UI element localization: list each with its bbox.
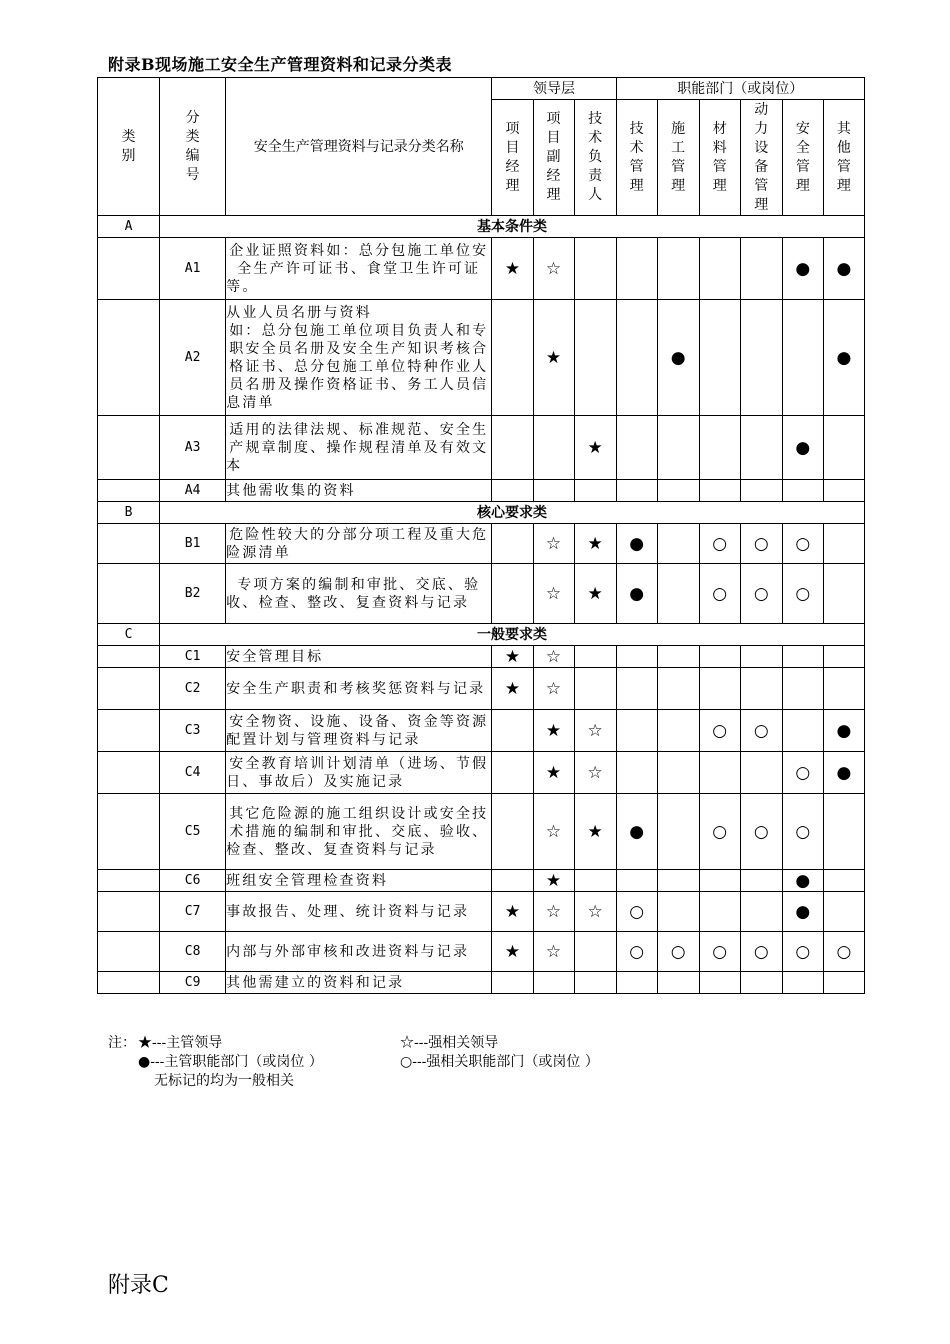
- header-role-5: [657, 100, 699, 216]
- item-name: 从业人员名册与资料 如：总分包施工单位项目负责人和专职安全员名册及安全生产知识考核合格证书、总分包施工单位特种作业人员名册及操作资格证书、务工人员信息清单: [226, 300, 492, 416]
- item-code: C6: [160, 870, 226, 892]
- header-role-1: [492, 100, 533, 216]
- item-code: C4: [160, 752, 226, 794]
- header-code: [160, 78, 226, 216]
- header-kind-text: 类别: [121, 128, 136, 164]
- category-name: 一般要求类: [160, 624, 865, 646]
- mark-cell: [574, 668, 616, 710]
- note-primary-dept: [138, 1053, 323, 1072]
- filled-star-icon: ★: [492, 668, 533, 710]
- kind-cell: [98, 524, 160, 564]
- mark-cell: [699, 870, 740, 892]
- header-role-7: [740, 100, 782, 216]
- mark-cell: [657, 668, 699, 710]
- hollow-circle-icon: ○: [782, 524, 823, 564]
- kind-cell: [98, 300, 160, 416]
- note-text-related-leader: ---强相关领导: [414, 1035, 499, 1051]
- item-name: 内部与外部审核和改进资料与记录: [226, 932, 492, 972]
- item-name: 其他需建立的资料和记录: [226, 972, 492, 994]
- hollow-star-icon: ☆: [533, 238, 574, 300]
- hollow-circle-icon: ○: [782, 932, 823, 972]
- table-row: [98, 710, 865, 752]
- kind-cell: [98, 238, 160, 300]
- filled-star-icon: ★: [574, 564, 616, 624]
- mark-cell: [740, 870, 782, 892]
- hollow-circle-icon: ○: [740, 932, 782, 972]
- item-code: C2: [160, 668, 226, 710]
- hollow-star-icon: ☆: [574, 892, 616, 932]
- item-code: C7: [160, 892, 226, 932]
- mark-cell: [492, 300, 533, 416]
- note-primary-leader: [138, 1034, 222, 1053]
- mark-cell: [740, 646, 782, 668]
- kind-cell: [98, 972, 160, 994]
- mark-cell: [657, 892, 699, 932]
- mark-cell: [533, 972, 574, 994]
- hollow-circle-icon: ○: [782, 752, 823, 794]
- table-row: [98, 668, 865, 710]
- category-name: 核心要求类: [160, 502, 865, 524]
- kind-cell: [98, 564, 160, 624]
- hollow-circle-icon: ○: [699, 710, 740, 752]
- mark-cell: [740, 752, 782, 794]
- mark-cell: [533, 416, 574, 480]
- mark-cell: [699, 752, 740, 794]
- mark-cell: [616, 416, 657, 480]
- filled-circle-icon: ●: [782, 892, 823, 932]
- table-row: [98, 972, 865, 994]
- note-symbol-hollow-star: ☆: [400, 1035, 414, 1051]
- filled-star-icon: ★: [492, 892, 533, 932]
- mark-cell: [533, 480, 574, 502]
- mark-cell: [657, 794, 699, 870]
- item-code: B2: [160, 564, 226, 624]
- item-name: 事故报告、处理、统计资料与记录: [226, 892, 492, 932]
- hollow-star-icon: ☆: [533, 932, 574, 972]
- mark-cell: [823, 794, 864, 870]
- mark-cell: [492, 972, 533, 994]
- hollow-circle-icon: ○: [616, 892, 657, 932]
- item-name: 危险性较大的分部分项工程及重大危险源清单: [226, 524, 492, 564]
- note-text-related-dept: ---强相关职能部门（或岗位 ）: [412, 1054, 599, 1070]
- filled-star-icon: ★: [574, 794, 616, 870]
- item-code: A1: [160, 238, 226, 300]
- kind-cell: [98, 892, 160, 932]
- item-name: 专项方案的编制和审批、交底、验收、检查、整改、复查资料与记录: [226, 564, 492, 624]
- mark-cell: [699, 646, 740, 668]
- mark-cell: [657, 524, 699, 564]
- header-role-text: 安全管理: [795, 120, 810, 194]
- mark-cell: [823, 416, 864, 480]
- mark-cell: [616, 238, 657, 300]
- mark-cell: [782, 668, 823, 710]
- item-code: A4: [160, 480, 226, 502]
- item-code: A3: [160, 416, 226, 480]
- mark-cell: [699, 300, 740, 416]
- mark-cell: [574, 646, 616, 668]
- mark-cell: [574, 300, 616, 416]
- kind-cell: [98, 870, 160, 892]
- mark-cell: [616, 480, 657, 502]
- note-symbol-hollow-circle: ○: [400, 1054, 413, 1070]
- table-row: [98, 416, 865, 480]
- kind-cell: [98, 646, 160, 668]
- item-name: 安全教育培训计划清单（进场、节假日、事故后）及实施记录: [226, 752, 492, 794]
- hollow-circle-icon: ○: [782, 794, 823, 870]
- mark-cell: [699, 238, 740, 300]
- table-row: [98, 932, 865, 972]
- hollow-circle-icon: ○: [699, 932, 740, 972]
- filled-circle-icon: ●: [782, 870, 823, 892]
- appendix-c-heading: 附录C: [108, 1273, 169, 1298]
- mark-cell: [574, 972, 616, 994]
- kind-cell: [98, 752, 160, 794]
- mark-cell: [740, 892, 782, 932]
- kind-cell: [98, 416, 160, 480]
- table-row: [98, 238, 865, 300]
- hollow-star-icon: ☆: [533, 524, 574, 564]
- mark-cell: [699, 480, 740, 502]
- table-row: [98, 646, 865, 668]
- filled-star-icon: ★: [574, 416, 616, 480]
- filled-star-icon: ★: [574, 524, 616, 564]
- note-symbol-filled-star: ★: [138, 1035, 152, 1051]
- mark-cell: [782, 646, 823, 668]
- hollow-circle-icon: ○: [699, 564, 740, 624]
- header-role-text: 其他管理: [836, 120, 851, 194]
- filled-circle-icon: ●: [657, 300, 699, 416]
- item-code: C1: [160, 646, 226, 668]
- filled-circle-icon: ●: [616, 794, 657, 870]
- item-code: B1: [160, 524, 226, 564]
- filled-star-icon: ★: [492, 238, 533, 300]
- filled-star-icon: ★: [533, 710, 574, 752]
- table-row: [98, 524, 865, 564]
- item-code: C9: [160, 972, 226, 994]
- hollow-star-icon: ☆: [533, 892, 574, 932]
- note-general: 无标记的均为一般相关: [154, 1073, 294, 1089]
- note-related-dept: [400, 1053, 599, 1072]
- item-name: 其他需收集的资料: [226, 480, 492, 502]
- hollow-circle-icon: ○: [699, 524, 740, 564]
- table-row: [98, 480, 865, 502]
- mark-cell: [823, 892, 864, 932]
- note-text-primary-leader: ---主管领导: [152, 1035, 223, 1051]
- header-role-8: [782, 100, 823, 216]
- mark-cell: [699, 972, 740, 994]
- header-group-depts: 职能部门（或岗位）: [616, 78, 864, 100]
- hollow-circle-icon: ○: [616, 932, 657, 972]
- mark-cell: [616, 870, 657, 892]
- mark-cell: [657, 870, 699, 892]
- item-code: C5: [160, 794, 226, 870]
- mark-cell: [823, 524, 864, 564]
- table-row: [98, 794, 865, 870]
- item-code: C3: [160, 710, 226, 752]
- header-role-text: 技术管理: [629, 120, 644, 194]
- hollow-circle-icon: ○: [740, 564, 782, 624]
- mark-cell: [823, 668, 864, 710]
- item-name: 安全管理目标: [226, 646, 492, 668]
- note-symbol-filled-circle: ●: [138, 1054, 151, 1070]
- category-letter: A: [98, 216, 160, 238]
- mark-cell: [823, 870, 864, 892]
- table-row: [98, 564, 865, 624]
- filled-circle-icon: ●: [823, 710, 864, 752]
- category-row: [98, 502, 865, 524]
- mark-cell: [740, 238, 782, 300]
- mark-cell: [616, 300, 657, 416]
- mark-cell: [740, 300, 782, 416]
- mark-cell: [492, 564, 533, 624]
- filled-star-icon: ★: [533, 870, 574, 892]
- mark-cell: [657, 710, 699, 752]
- mark-cell: [740, 668, 782, 710]
- mark-cell: [823, 480, 864, 502]
- kind-cell: [98, 668, 160, 710]
- hollow-star-icon: ☆: [574, 710, 616, 752]
- header-role-text: 技术负责人: [588, 111, 603, 203]
- hollow-circle-icon: ○: [657, 932, 699, 972]
- filled-star-icon: ★: [533, 300, 574, 416]
- mark-cell: [616, 668, 657, 710]
- mark-cell: [699, 668, 740, 710]
- hollow-circle-icon: ○: [699, 794, 740, 870]
- header-role-9: [823, 100, 864, 216]
- item-name: 安全物资、设施、设备、资金等资源配置计划与管理资料与记录: [226, 710, 492, 752]
- mark-cell: [492, 524, 533, 564]
- hollow-star-icon: ☆: [574, 752, 616, 794]
- kind-cell: [98, 794, 160, 870]
- filled-circle-icon: ●: [616, 564, 657, 624]
- item-name: 企业证照资料如：总分包施工单位安全生产许可证书、食堂卫生许可证等。: [226, 238, 492, 300]
- header-role-text: 动力设备管理: [754, 101, 769, 213]
- filled-circle-icon: ●: [782, 416, 823, 480]
- mark-cell: [782, 710, 823, 752]
- hollow-star-icon: ☆: [533, 646, 574, 668]
- mark-cell: [616, 710, 657, 752]
- mark-cell: [823, 564, 864, 624]
- filled-star-icon: ★: [492, 932, 533, 972]
- hollow-circle-icon: ○: [823, 932, 864, 972]
- table-row: [98, 892, 865, 932]
- table-row: [98, 752, 865, 794]
- filled-circle-icon: ●: [823, 752, 864, 794]
- category-row: [98, 624, 865, 646]
- notes-prefix: 注：: [108, 1035, 136, 1051]
- mark-cell: [574, 238, 616, 300]
- mark-cell: [782, 300, 823, 416]
- mark-cell: [823, 646, 864, 668]
- mark-cell: [492, 794, 533, 870]
- mark-cell: [492, 870, 533, 892]
- mark-cell: [657, 416, 699, 480]
- header-group-leaders: 领导层: [492, 78, 616, 100]
- kind-cell: [98, 480, 160, 502]
- mark-cell: [699, 416, 740, 480]
- kind-cell: [98, 710, 160, 752]
- mark-cell: [616, 646, 657, 668]
- category-name: 基本条件类: [160, 216, 865, 238]
- header-role-text: 施工管理: [671, 120, 686, 194]
- header-role-text: 项目经理: [505, 120, 520, 194]
- mark-cell: [657, 752, 699, 794]
- filled-star-icon: ★: [492, 646, 533, 668]
- mark-cell: [574, 870, 616, 892]
- hollow-star-icon: ☆: [533, 794, 574, 870]
- mark-cell: [823, 972, 864, 994]
- mark-cell: [492, 752, 533, 794]
- table-row: [98, 300, 865, 416]
- category-letter: C: [98, 624, 160, 646]
- category-row: [98, 216, 865, 238]
- filled-circle-icon: ●: [823, 238, 864, 300]
- item-code: C8: [160, 932, 226, 972]
- mark-cell: [740, 972, 782, 994]
- header-code-text: 分类编号: [185, 109, 200, 183]
- mark-cell: [574, 480, 616, 502]
- table-row: [98, 870, 865, 892]
- mark-cell: [657, 480, 699, 502]
- item-name: 其它危险源的施工组织设计或安全技术措施的编制和审批、交底、验收、检查、整改、复查资料与记录: [226, 794, 492, 870]
- mark-cell: [657, 564, 699, 624]
- mark-cell: [657, 646, 699, 668]
- header-kind: [98, 78, 160, 216]
- mark-cell: [740, 416, 782, 480]
- mark-cell: [782, 972, 823, 994]
- filled-circle-icon: ●: [616, 524, 657, 564]
- header-name: 安全生产管理资料与记录分类名称: [226, 78, 492, 216]
- item-code: A2: [160, 300, 226, 416]
- item-name: 安全生产职责和考核奖惩资料与记录: [226, 668, 492, 710]
- classification-table: [97, 77, 865, 994]
- filled-circle-icon: ●: [823, 300, 864, 416]
- mark-cell: [492, 416, 533, 480]
- mark-cell: [616, 972, 657, 994]
- kind-cell: [98, 932, 160, 972]
- mark-cell: [657, 972, 699, 994]
- mark-cell: [492, 480, 533, 502]
- mark-cell: [740, 480, 782, 502]
- header-role-3: [574, 100, 616, 216]
- hollow-circle-icon: ○: [740, 524, 782, 564]
- item-name: 适用的法律法规、标准规范、安全生产规章制度、操作规程清单及有效文本: [226, 416, 492, 480]
- mark-cell: [782, 480, 823, 502]
- note-related-leader: [400, 1034, 498, 1053]
- filled-star-icon: ★: [533, 752, 574, 794]
- header-role-text: 材料管理: [712, 120, 727, 194]
- page-title: 附录B现场施工安全生产管理资料和记录分类表: [108, 55, 453, 74]
- hollow-circle-icon: ○: [740, 710, 782, 752]
- header-role-4: [616, 100, 657, 216]
- mark-cell: [699, 892, 740, 932]
- mark-cell: [574, 932, 616, 972]
- hollow-circle-icon: ○: [782, 564, 823, 624]
- header-role-2: [533, 100, 574, 216]
- filled-circle-icon: ●: [782, 238, 823, 300]
- note-text-primary-dept: ---主管职能部门（或岗位 ）: [150, 1054, 323, 1070]
- mark-cell: [492, 710, 533, 752]
- header-role-6: [699, 100, 740, 216]
- item-name: 班组安全管理检查资料: [226, 870, 492, 892]
- mark-cell: [616, 752, 657, 794]
- mark-cell: [657, 238, 699, 300]
- hollow-star-icon: ☆: [533, 564, 574, 624]
- category-letter: B: [98, 502, 160, 524]
- hollow-star-icon: ☆: [533, 668, 574, 710]
- header-role-text: 项目副经理: [546, 111, 561, 203]
- hollow-circle-icon: ○: [740, 794, 782, 870]
